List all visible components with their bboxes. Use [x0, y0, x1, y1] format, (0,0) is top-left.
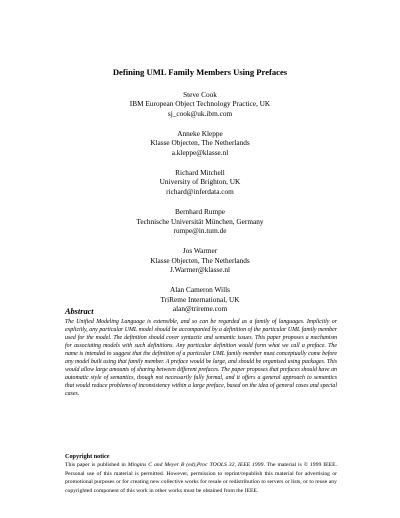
author-block [0, 168, 400, 196]
author-list [0, 90, 400, 324]
author-email: sj_cook@uk.ibm.com [167, 108, 233, 118]
author-block [0, 90, 400, 118]
author-email: richard@inferdata.com [166, 186, 234, 196]
author-name: Richard Mitchell [175, 168, 225, 178]
author-block [0, 246, 400, 274]
author-block [0, 207, 400, 235]
copyright-citation: Mingins C and Meyer B (ed),Proc TOOLS 32, IEEE 1999 [127, 462, 264, 468]
author-email: alan@trireme.com [172, 303, 228, 313]
author-name: Jos Warmer [182, 246, 218, 256]
author-email: rumpe@in.tum.de [173, 225, 227, 235]
abstract-heading: Abstract [65, 307, 94, 316]
author-affiliation: IBM European Object Technology Practice, UK [129, 99, 271, 109]
copyright-heading: Copyright notice [65, 453, 110, 460]
author-affiliation: Klasse Objecten, The Netherlands [150, 255, 250, 265]
abstract-text: The Unified Modeling Language is extensible, and so can be regarded as a family of languages. Implicitly or explicitly, any particular UML model should be accompanied by a definition of the particular UML family member used for the model. The definition should cover syntactic and semantic issues. This paper proposes a mechanism for associating models with such definitions. Any particular definition would form what we call a preface. The name is intended to suggest that the definition of a particular UML family member must conceptually come before any model built using that family member. A preface would be large, and should be organised using packages. This would allow large amounts of sharing between different prefaces. The paper proposes that prefaces should have an automatic style of semantics, though not necessarily fully formal, and it offers a general approach to semantics that would reduce problems of inconsistency within a large preface, based on the idea of general cases and special cases. [65, 319, 337, 398]
author-name: Steve Cook [183, 90, 217, 99]
paper-title: Defining UML Family Members Using Prefaces [112, 67, 288, 77]
author-affiliation: Technische Universität München, Germany [136, 216, 264, 226]
copyright-text [65, 461, 337, 495]
copyright-rest: . The material is © 1999 IEEE. Personal use of this material is permitted. However, permission to reprint/republish this material for advertising or promotional purposes or for creating new collective works for resale or redistribution to servers or lists, or to reuse any copyrighted component of this work in other works must be obtained from the IEEE. [65, 462, 337, 494]
copyright-intro: This paper is published in [65, 462, 128, 468]
author-name: Alan Cameron Wills [170, 285, 230, 295]
author-name: Anneke Kleppe [177, 129, 223, 139]
author-email: a.kleppe@klasse.nl [171, 147, 229, 157]
author-block [0, 129, 400, 157]
author-name: Bernhard Rumpe [174, 207, 226, 217]
author-email: J.Warmer@klasse.nl [169, 264, 231, 274]
author-affiliation: University of Brighton, UK [159, 177, 241, 187]
author-block [0, 285, 400, 313]
author-affiliation: Klasse Objecten, The Netherlands [150, 138, 250, 148]
author-affiliation: TriReme International, UK [160, 294, 240, 304]
